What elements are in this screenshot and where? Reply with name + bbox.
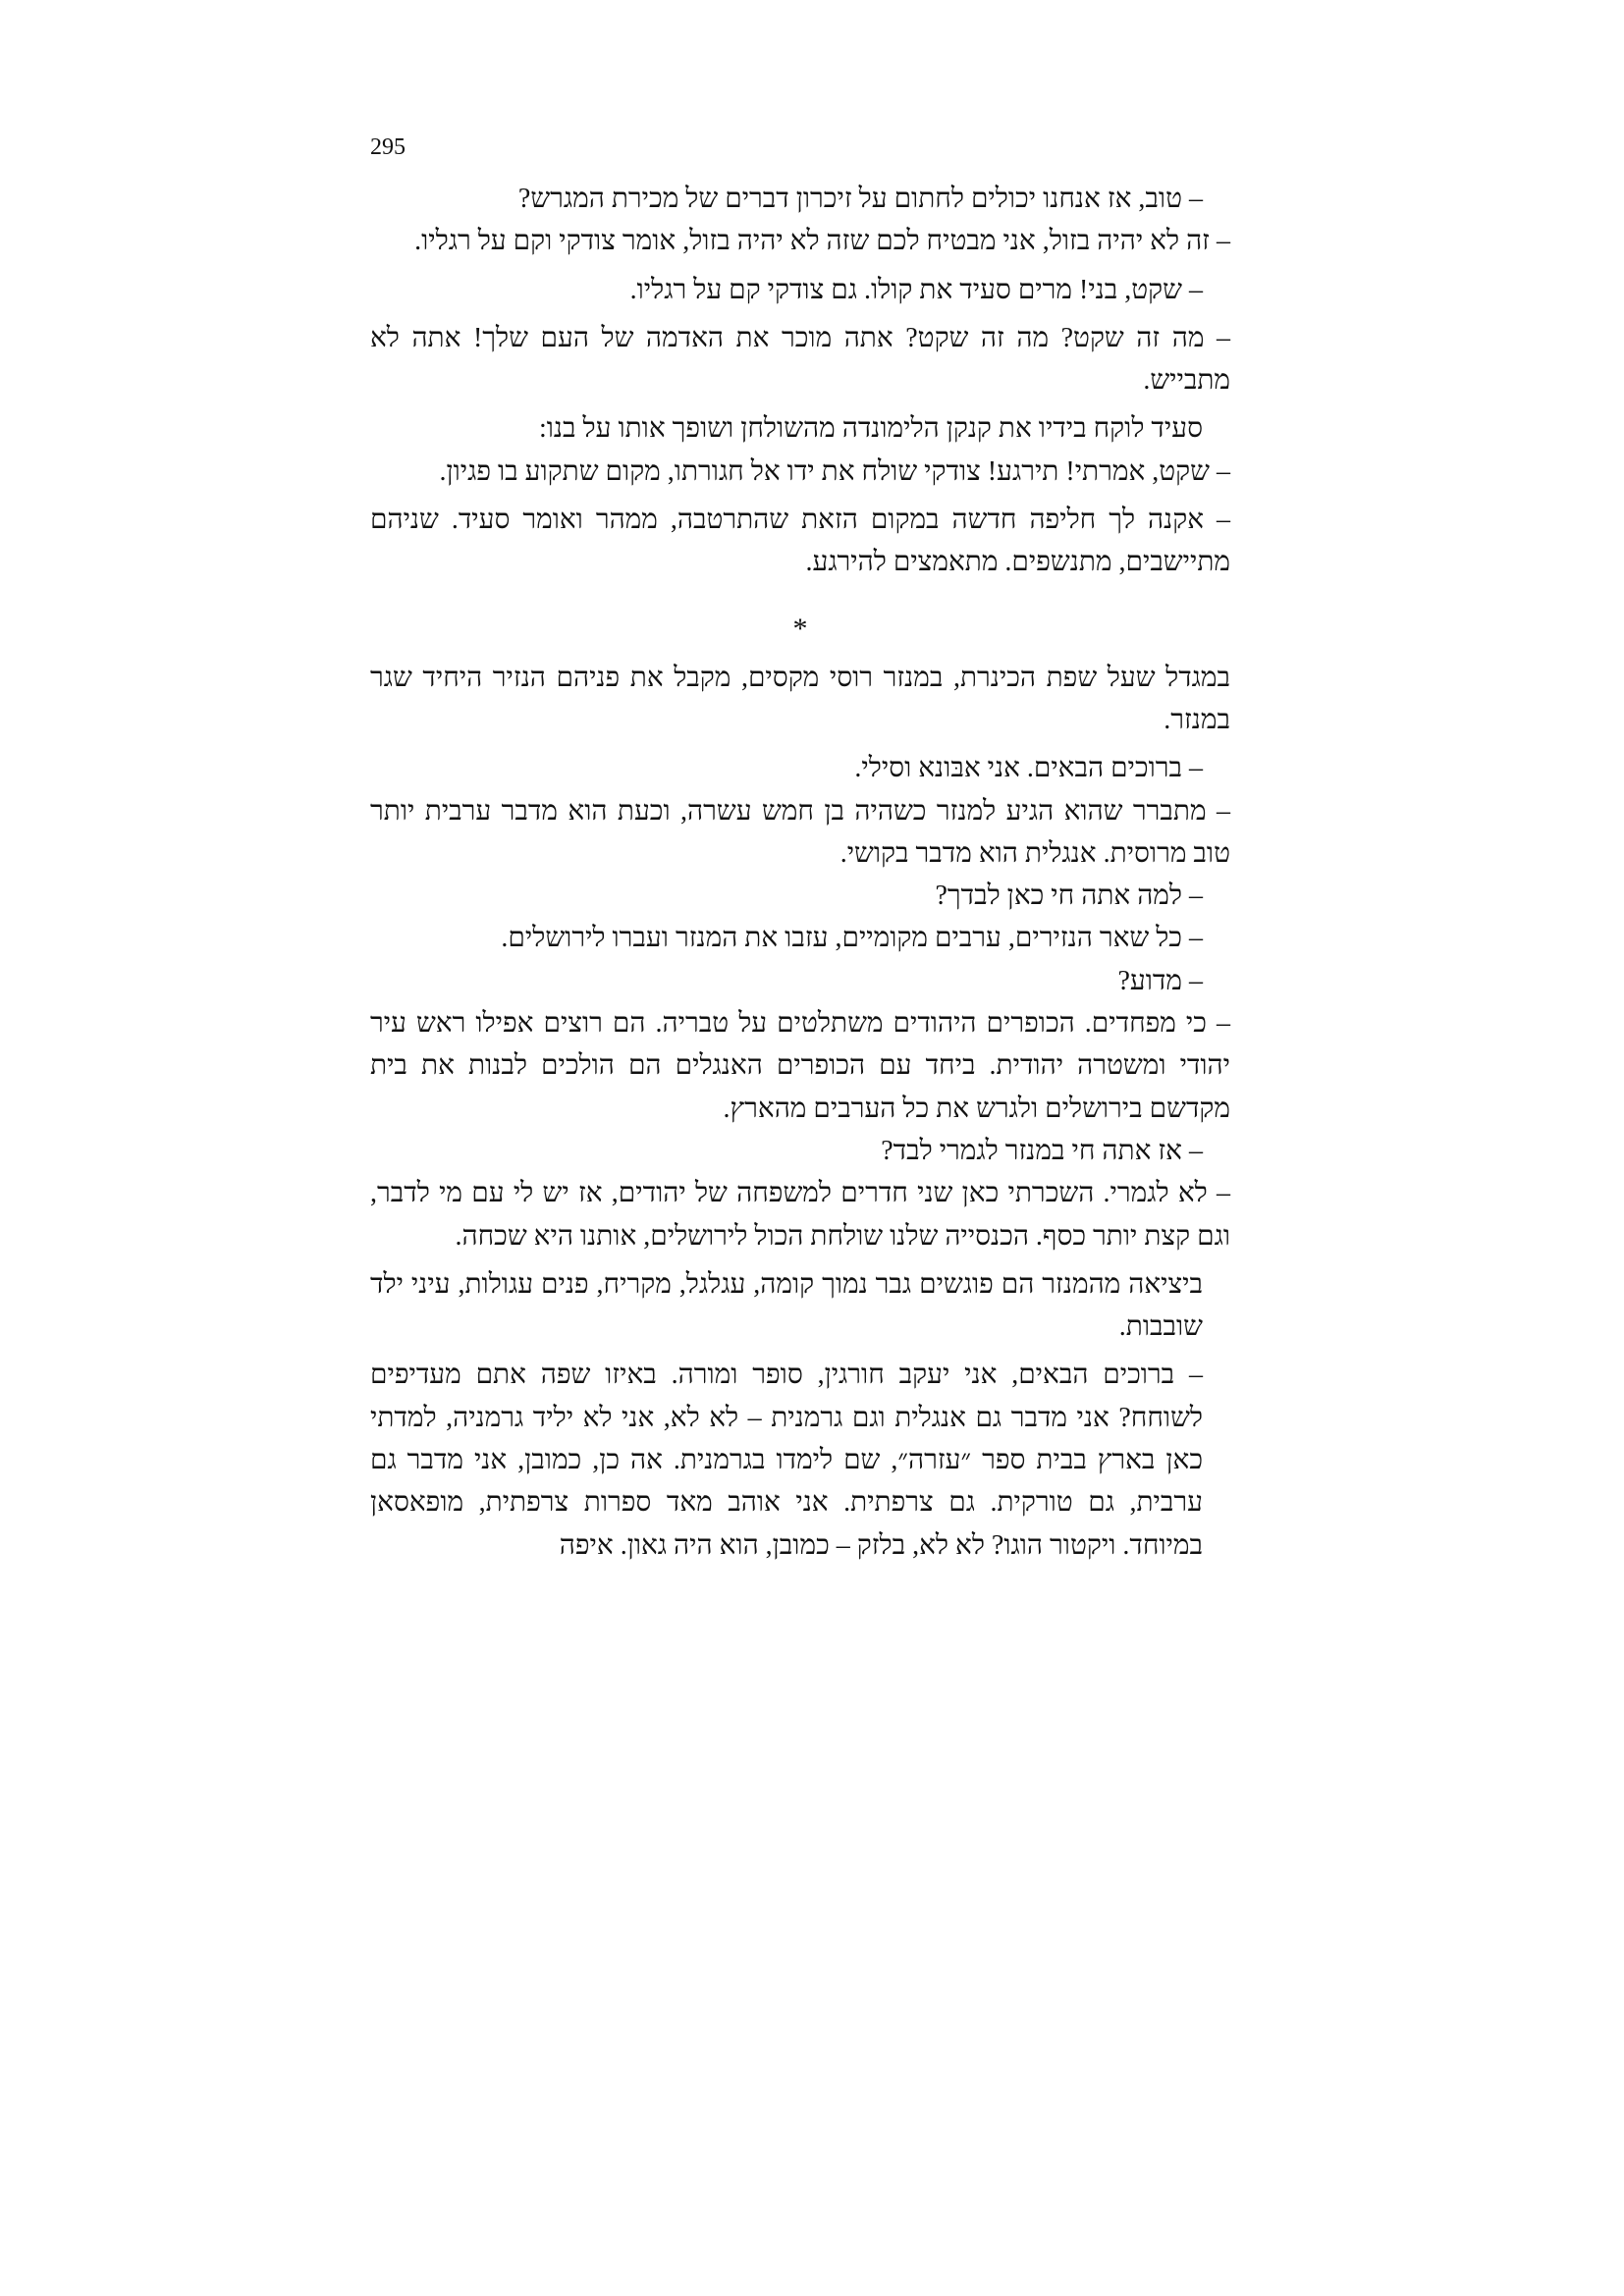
scene-two xyxy=(370,657,1230,1567)
paragraph: – מדוע? xyxy=(1117,965,1203,996)
paragraph: – אקנה לך חליפה חדשה במקום הזאת שהתרטבה, ממהר ואומר סעיד. שניהם מתיישבים, מתנשפים. מתאמצים להירגע. xyxy=(370,505,1230,578)
paragraph: – למה אתה חי כאן לבדך? xyxy=(935,881,1203,912)
paragraph: – לא לגמרי. השכרתי כאן שני חדרים למשפחה של יהודים, אז יש לי עם מי לדבר, וגם קצת יותר כסף. הכנסייה שלנו שולחת הכול לירושלים, אותנו היא שכחה. xyxy=(370,1178,1230,1252)
page-number: 295 xyxy=(370,134,406,160)
paragraph: ביציאה מהמנזר הם פוגשים גבר נמוך קומה, עגלגל, מקריח, פנים עגולות, עיני ילד שובבות. xyxy=(370,1268,1203,1343)
body-text xyxy=(370,178,1230,1567)
paragraph: – ברוכים הבאים. אני אבּונא וסילי. xyxy=(854,753,1203,784)
paragraph: – ברוכים הבאים, אני יעקב חורגין, סופר ומורה. באיזו שפה אתם מעדיפים לשוחח? אני מדבר גם אנגלית וגם גרמנית – לא לא, אני לא יליד גרמניה, למדתי כאן בארץ בבית ספר ״עזרה״, שם לימדו בגרמנית. אה כן, כמובן, אני מדבר גם ערבית, גם טורקית. גם צרפתית. אני אוהב מאד ספרות צרפתית, מופאסאן במיוחד. ויקטור הוגו? לא לא, בלזק – כמובן, הוא היה גאון. איפה xyxy=(370,1360,1203,1561)
paragraph: – שקט, אמרתי! תירגע! צודקי שולח את ידו אל חגורתו, מקום שתקוע בו פגיון. xyxy=(439,455,1230,487)
paragraph: סעיד לוקח בידיו את קנקן הלימונדה מהשולחן ושופך אותו על בנו: xyxy=(538,413,1203,445)
paragraph: – מה זה שקט? מה זה שקט? אתה מוכר את האדמה של העם שלך! אתה לא מתבייש. xyxy=(370,322,1230,397)
paragraph: – כי מפחדים. הכופרים היהודים משתלטים על טבריה. הם רוצים אפילו ראש עיר יהודי ומשטרה יהודית. ביחד עם הכופרים האנגלים הם הולכים לבנות את בית מקדשם בירושלים ולגרש את כל הערבים מהארץ. xyxy=(370,1008,1230,1124)
section-separator: * xyxy=(792,612,808,645)
paragraph: במגדל שעל שפת הכינרת, במנזר רוסי מקסים, מקבל את פניהם הנזיר היחיד שגר במנזר. xyxy=(370,662,1230,735)
paragraph: – מתברר שהוא הגיע למנזר כשהיה בן חמש עשרה, וכעת הוא מדבר ערבית יותר טוב מרוסית. אנגלית הוא מדבר בקושי. xyxy=(370,795,1230,869)
paragraph: – אז אתה חי במנזר לגמרי לבד? xyxy=(881,1135,1203,1166)
scene-one xyxy=(370,178,1230,584)
paragraph: – כל שאר הנזירים, ערבים מקומיים, עזבו את המנזר ועברו לירושלים. xyxy=(501,923,1203,954)
paragraph: – טוב, אז אנחנו יכולים לחתום על זיכרון דברים של מכירת המגרש? xyxy=(517,184,1203,214)
paragraph: – זה לא יהיה בזול, אני מבטיח לכם שזה לא יהיה בזול, אומר צודקי וקם על רגליו. xyxy=(414,226,1230,257)
paragraph: – שקט, בני! מרים סעיד את קולו. גם צודקי קם על רגליו. xyxy=(629,274,1203,305)
